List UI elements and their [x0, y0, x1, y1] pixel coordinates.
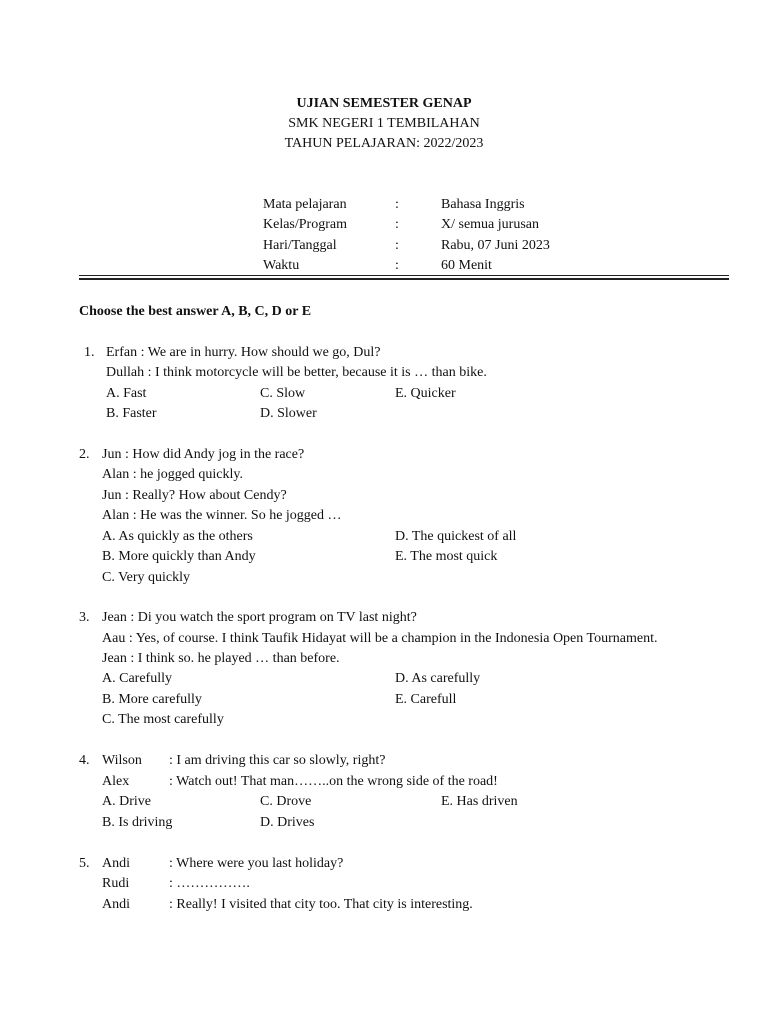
option-c[interactable]: C. Very quickly — [102, 570, 191, 585]
question-number: 2. — [79, 447, 90, 462]
header-divider-top — [79, 275, 729, 276]
option-e[interactable]: E. Quicker — [395, 386, 456, 401]
instructions: Choose the best answer A, B, C, D or E — [79, 304, 312, 319]
option-e[interactable]: E. The most quick — [395, 549, 498, 564]
speaker-name: Andi — [102, 897, 130, 912]
option-d[interactable]: D. As carefully — [395, 671, 481, 686]
speaker-name: Wilson — [102, 753, 142, 768]
option-e[interactable]: E. Has driven — [441, 794, 518, 809]
option-c[interactable]: C. The most carefully — [102, 712, 224, 727]
option-d[interactable]: D. Drives — [260, 815, 315, 830]
question-line: Alan : he jogged quickly. — [102, 467, 244, 482]
question-number: 1. — [84, 345, 95, 360]
question-line: Jean : Di you watch the sport program on TV last night? — [102, 610, 417, 625]
question-line: Aau : Yes, of course. I think Taufik Hidayat will be a champion in the Indonesia Open Tournament. — [102, 631, 658, 646]
exam-title: UJIAN SEMESTER GENAP — [296, 96, 472, 111]
header-divider-bottom — [79, 278, 729, 280]
utterance: : Watch out! That man……..on the wrong side of the road! — [169, 774, 498, 789]
speaker-name: Andi — [102, 856, 130, 871]
school-name: SMK NEGERI 1 TEMBILAHAN — [288, 116, 480, 131]
info-value-class: X/ semua jurusan — [441, 217, 539, 232]
info-sep: : — [395, 238, 399, 253]
option-c[interactable]: C. Drove — [260, 794, 312, 809]
info-label-subject: Mata pelajaran — [263, 197, 347, 212]
option-a[interactable]: A. Fast — [106, 386, 147, 401]
option-d[interactable]: D. Slower — [260, 406, 317, 421]
option-b[interactable]: B. Is driving — [102, 815, 173, 830]
option-a[interactable]: A. Drive — [102, 794, 151, 809]
question-line: Dullah : I think motorcycle will be better, because it is … than bike. — [106, 365, 487, 380]
info-label-date: Hari/Tanggal — [263, 238, 337, 253]
option-b[interactable]: B. Faster — [106, 406, 157, 421]
info-value-time: 60 Menit — [441, 258, 492, 273]
question-line: Jun : How did Andy jog in the race? — [102, 447, 305, 462]
option-a[interactable]: A. Carefully — [102, 671, 172, 686]
info-sep: : — [395, 258, 399, 273]
utterance: : Really! I visited that city too. That city is interesting. — [169, 897, 473, 912]
info-value-date: Rabu, 07 Juni 2023 — [441, 238, 550, 253]
speaker-name: Rudi — [102, 876, 130, 891]
question-line: Erfan : We are in hurry. How should we go, Dul? — [106, 345, 381, 360]
option-e[interactable]: E. Carefull — [395, 692, 457, 707]
question-number: 5. — [79, 856, 90, 871]
question-number: 3. — [79, 610, 90, 625]
info-sep: : — [395, 197, 399, 212]
info-sep: : — [395, 217, 399, 232]
option-a[interactable]: A. As quickly as the others — [102, 529, 253, 544]
academic-year: TAHUN PELAJARAN: 2022/2023 — [284, 136, 484, 151]
option-d[interactable]: D. The quickest of all — [395, 529, 517, 544]
speaker-name: Alex — [102, 774, 130, 789]
question-line: Jun : Really? How about Cendy? — [102, 488, 287, 503]
question-line: Alan : He was the winner. So he jogged … — [102, 508, 342, 523]
info-label-class: Kelas/Program — [263, 217, 347, 232]
info-value-subject: Bahasa Inggris — [441, 197, 525, 212]
utterance: : ……………. — [169, 876, 250, 891]
option-c[interactable]: C. Slow — [260, 386, 306, 401]
info-label-time: Waktu — [263, 258, 300, 273]
option-b[interactable]: B. More quickly than Andy — [102, 549, 256, 564]
option-b[interactable]: B. More carefully — [102, 692, 202, 707]
question-line: Jean : I think so. he played … than before. — [102, 651, 340, 666]
utterance: : I am driving this car so slowly, right? — [169, 753, 386, 768]
utterance: : Where were you last holiday? — [169, 856, 344, 871]
question-number: 4. — [79, 753, 90, 768]
